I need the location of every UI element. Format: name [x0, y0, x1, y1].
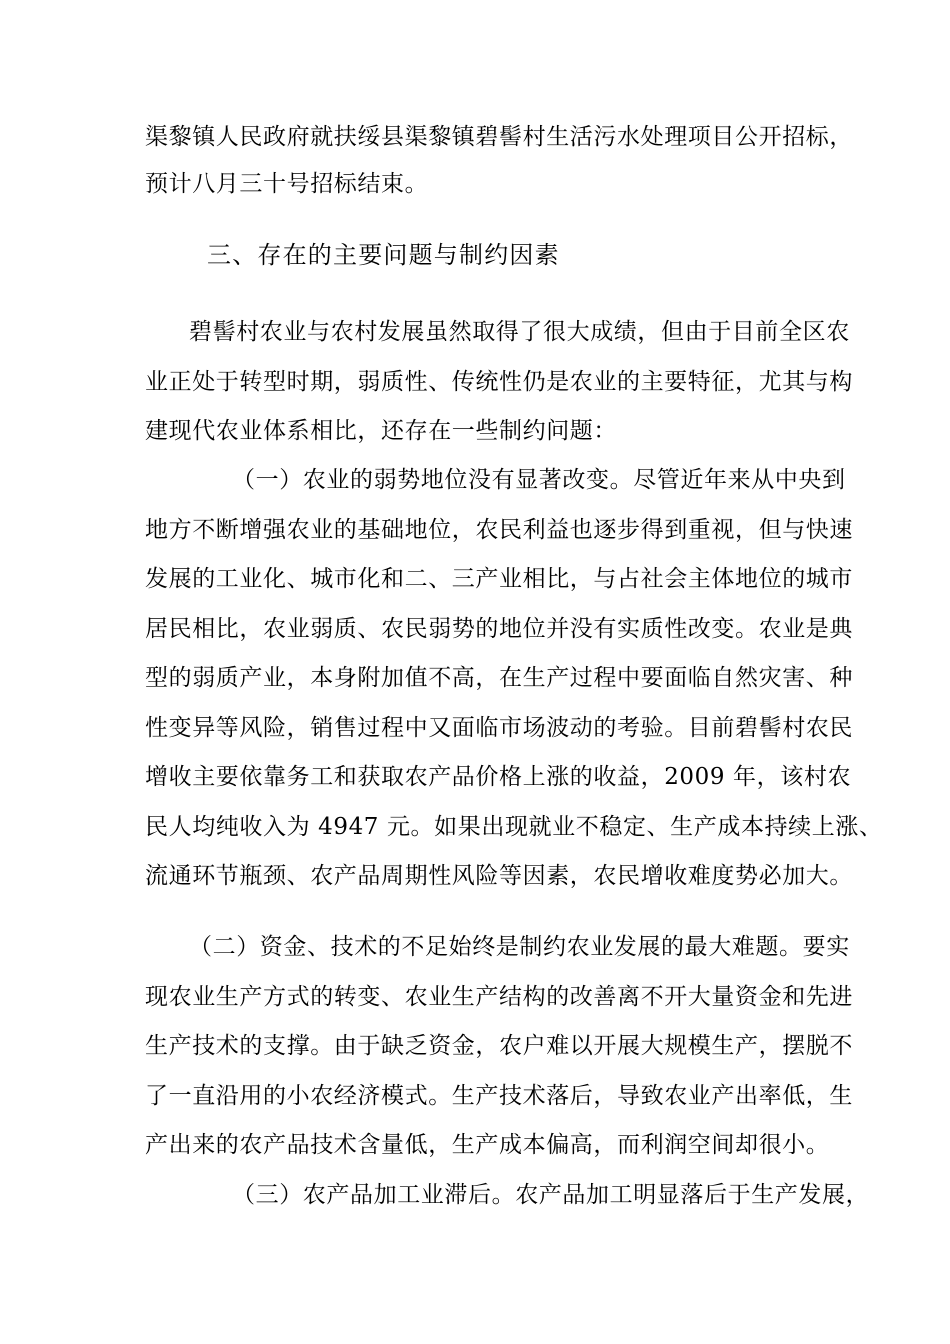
section-heading: 三、存在的主要问题与制约因素: [207, 241, 560, 269]
paragraph-line: （二）资金、技术的不足始终是制约农业发展的最大难题。要实: [189, 934, 850, 960]
paragraph-line: 流通环节瓶颈、农产品周期性风险等因素，农民增收难度势必加大。: [145, 863, 853, 889]
paragraph-line: 碧髻村农业与农村发展虽然取得了很大成绩，但由于目前全区农: [189, 319, 850, 345]
paragraph-line: 发展的工业化、城市化和二、三产业相比，与占社会主体地位的城市: [145, 566, 853, 592]
paragraph-line: 生产技术的支撑。由于缺乏资金，农户难以开展大规模生产，摆脱不: [145, 1033, 853, 1059]
paragraph-line: 性变异等风险，销售过程中又面临市场波动的考验。目前碧髻村农民: [145, 715, 853, 741]
paragraph-line: 建现代农业体系相比，还存在一些制约问题：: [145, 418, 617, 444]
paragraph-line: 地方不断增强农业的基础地位，农民利益也逐步得到重视，但与快速: [145, 517, 853, 543]
paragraph-line: （三）农产品加工业滞后。农产品加工明显落后于生产发展，: [232, 1182, 870, 1208]
intro-line: 渠黎镇人民政府就扶绥县渠黎镇碧髻村生活污水处理项目公开招标，: [145, 124, 853, 150]
paragraph-line: 型的弱质产业，本身附加值不高，在生产过程中要面临自然灾害、种: [145, 665, 853, 691]
paragraph-line: 居民相比，农业弱质、农民弱势的地位并没有实质性改变。农业是典: [145, 616, 853, 642]
paragraph-line: 增收主要依靠务工和获取农产品价格上涨的收益，2009 年，该村农: [145, 764, 852, 790]
intro-line: 预计八月三十号招标结束。: [145, 171, 429, 197]
paragraph-line: 民人均纯收入为 4947 元。如果出现就业不稳定、生产成本持续上涨、: [145, 814, 883, 840]
paragraph-line: 业正处于转型时期，弱质性、传统性仍是农业的主要特征，尤其与构: [145, 369, 853, 395]
paragraph-line: （一）农业的弱势地位没有显著改变。尽管近年来从中央到: [232, 467, 846, 493]
paragraph-line: 现农业生产方式的转变、农业生产结构的改善离不开大量资金和先进: [145, 984, 853, 1010]
paragraph-line: 了一直沿用的小农经济模式。生产技术落后，导致农业产出率低，生: [145, 1083, 853, 1109]
paragraph-line: 产出来的农产品技术含量低，生产成本偏高，而利润空间却很小。: [145, 1132, 830, 1158]
